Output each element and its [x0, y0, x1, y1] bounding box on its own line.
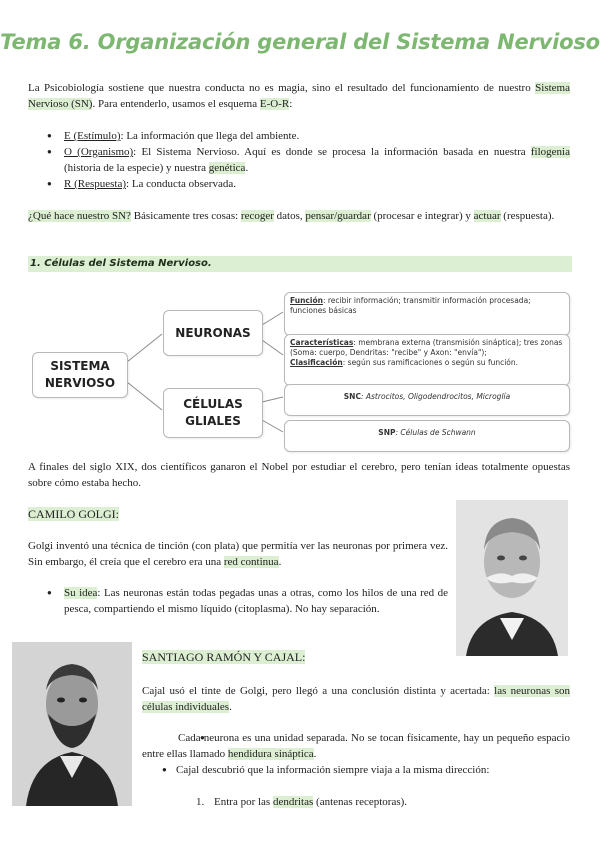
golgi-heading: CAMILO GOLGI:: [28, 507, 119, 521]
cajal-portrait: [12, 642, 132, 806]
list-item: ● Cajal descubrió que la información siempre viaja a la misma dirección:: [142, 762, 570, 778]
list-item: ● O (Organismo): El Sistema Nervioso. Aquí es donde se procesa la información basada en nuestra filogenia (historia de la especie) y nuestra genética.: [44, 144, 570, 176]
eor-highlight: E-O-R: [259, 98, 290, 110]
cajal-list: [142, 730, 570, 778]
cajal-paragraph: Cajal usó el tinte de Golgi, pero llegó a una conclusión distinta y acertada: las neuronas son células individuales.: [142, 685, 570, 713]
golgi-paragraph: Golgi inventó una técnica de tinción (con plata) que permitía ver las neuronas por primera vez. Sin embargo, él creía que el cerebro era una red continua.: [28, 540, 448, 568]
cajal-heading: SANTIAGO RAMÓN Y CAJAL:: [142, 650, 306, 664]
question-paragraph: ¿Qué hace nuestro SN? Básicamente tres cosas: recoger datos, pensar/guardar (procesar e integrar) y actuar (respuesta).: [28, 210, 555, 222]
sn-highlight: Sistema Nervioso (SN): [28, 82, 570, 110]
celulas-gliales-box: CÉLULAS GLIALES: [163, 388, 263, 438]
eor-list: [44, 128, 570, 192]
golgi-portrait: [456, 500, 568, 656]
list-item: ● E (Estímulo): La información que llega del ambiente.: [44, 128, 570, 144]
golgi-list: [44, 585, 448, 617]
page-title: Tema 6. Organización general del Sistema Nervioso: [0, 30, 600, 54]
caracteristicas-box: Características: membrana externa (transmisión sináptica); tres zonas (Soma: cuerpo, Dendritas: "recibe" y Axon: "envía"); Clasificación: según sus ramificaciones o según su función.: [284, 334, 570, 386]
snp-box: SNP: Células de Schwann: [284, 420, 570, 452]
list-item: ● R (Respuesta): La conducta observada.: [44, 176, 570, 192]
list-item: ● Su idea: Las neuronas están todas pegadas unas a otras, como los hilos de una red de pesca, compartiendo el mismo líquido (citoplasma). No hay separación.: [44, 585, 448, 617]
snc-box: SNC: Astrocitos, Oligodendrocitos, Microglía: [284, 384, 570, 416]
cajal-ordered-list: 1. Entra por las dendritas (antenas receptoras).: [196, 796, 408, 808]
xix-paragraph: A finales del siglo XIX, dos científicos ganaron el Nobel por estudiar el cerebro, pero tenían ideas totalmente opuestas sobre cómo estaba hecho.: [28, 461, 570, 489]
sistema-nervioso-box: SISTEMA NERVIOSO: [32, 352, 128, 398]
list-item: ● Cada neurona es una unidad separada. No se tocan físicamente, hay un pequeño espacio entre ellas llamado hendidura sináptica.: [142, 730, 570, 762]
intro-paragraph: La Psicobiología sostiene que nuestra conducta no es magia, sino el resultado del funcionamiento de nuestro Sistema Nervioso (SN). Para entenderlo, usamos el esquema E-O-R:: [28, 82, 570, 110]
neuronas-box: NEURONAS: [163, 310, 263, 356]
list-number: 1.: [196, 796, 205, 808]
funcion-box: Función: recibir información; transmitir información procesada; funciones básicas: [284, 292, 570, 336]
section-heading-cells: 1. Células del Sistema Nervioso.: [28, 256, 572, 272]
